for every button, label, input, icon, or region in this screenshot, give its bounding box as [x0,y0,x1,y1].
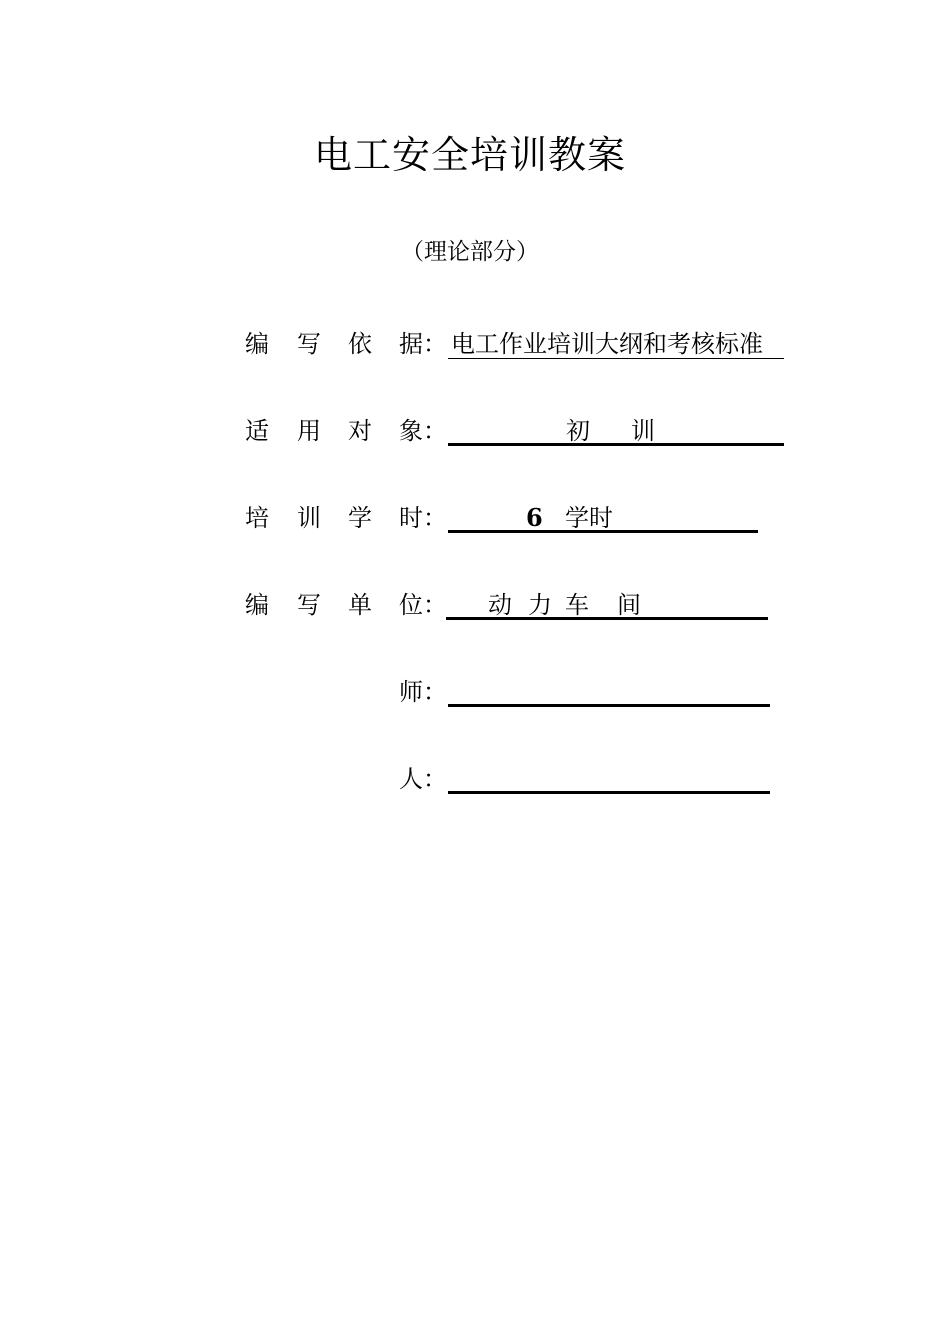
field-underline [448,443,784,446]
field-label-char: 写 [297,330,321,358]
field-underline [448,791,770,794]
field-row-hours [0,496,950,540]
field-label-char: 人 [399,765,423,793]
field-value-teacher [448,670,770,710]
field-label-char: 训 [297,504,321,532]
field-underline [448,358,784,359]
field-value-text: 电工作业培训大纲和考核标准 [451,330,763,358]
field-colon: ： [423,504,447,532]
field-row-person [0,757,950,801]
field-value-char: 车 [565,591,589,619]
field-value-char: 训 [631,417,655,445]
field-label-char: 编 [245,330,269,358]
field-label-char: 据 [399,330,423,358]
field-value-char: 力 [528,591,552,619]
field-colon: ： [423,417,447,445]
field-row-teacher [0,670,950,714]
field-label-char: 象 [399,417,423,445]
field-colon: ： [423,330,447,358]
field-label-char: 编 [245,591,269,619]
field-colon: ： [423,765,447,793]
field-value-basis [448,322,784,362]
field-underline [448,530,758,533]
field-label-char: 依 [348,330,372,358]
hours-unit: 学时 [565,504,613,532]
field-label-char: 师 [399,678,423,706]
field-value-hours [448,496,758,536]
field-row-unit [0,583,950,627]
field-colon: ： [423,678,447,706]
field-label-char: 对 [348,417,372,445]
field-underline [446,617,768,620]
page-subtitle: （理论部分） [401,239,539,265]
field-value-audience [448,409,784,449]
field-value-char: 间 [617,591,641,619]
field-label-char: 学 [348,504,372,532]
field-underline [448,704,770,707]
field-value-char: 初 [566,417,590,445]
field-label-char: 培 [245,504,269,532]
field-label-char: 用 [297,417,321,445]
field-label-char: 时 [399,504,423,532]
field-value-char: 动 [488,591,512,619]
page-title: 电工安全培训教案 [313,133,626,177]
field-label-char: 单 [348,591,372,619]
field-label-char: 位 [399,591,423,619]
field-row-audience [0,409,950,453]
hours-number: 6 [526,503,543,532]
field-value-person [448,757,770,797]
field-label-char: 适 [245,417,269,445]
field-value-unit [446,583,768,623]
field-colon: ： [423,591,447,619]
field-row-basis [0,322,950,366]
field-label-char: 写 [297,591,321,619]
